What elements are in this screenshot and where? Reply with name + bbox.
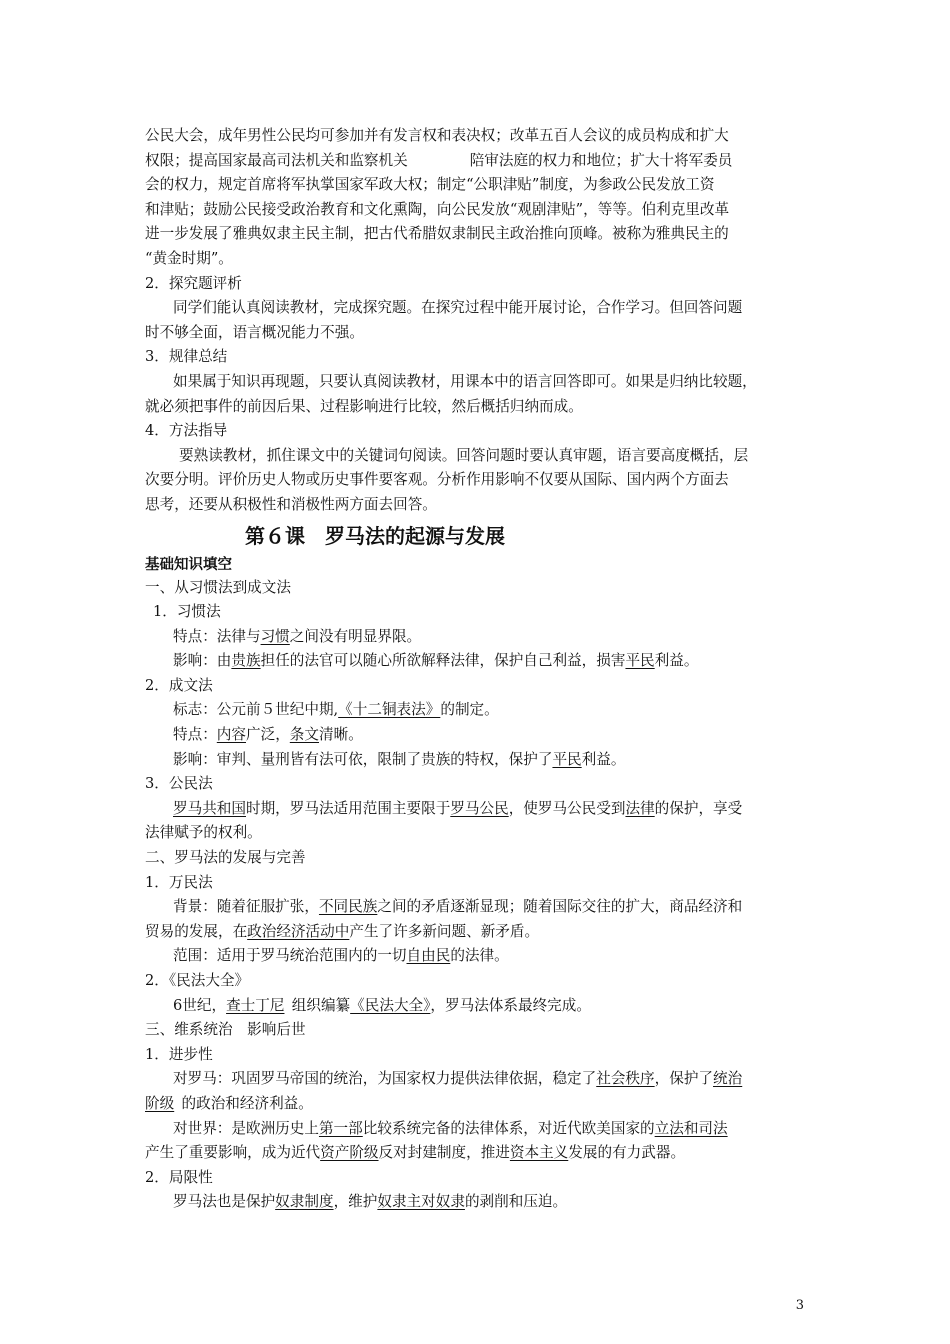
text: 产生了许多新问题、新矛盾。 xyxy=(349,922,540,940)
paragraph-line xyxy=(145,698,815,723)
text: 贸易的发展，在 xyxy=(145,922,248,940)
item-heading: 1．进步性 xyxy=(145,1045,213,1063)
fill-answer: 不同民族 xyxy=(318,898,378,916)
text: 发展的有力武器。 xyxy=(568,1144,686,1162)
text: 的剥削和压迫。 xyxy=(464,1193,568,1211)
text: ，保护了 xyxy=(654,1070,714,1088)
fill-answer: 习惯 xyxy=(260,627,290,645)
text: 利益。 xyxy=(654,652,699,670)
text: 的政治和经济利益。 xyxy=(181,1094,313,1112)
fill-answer: 自由民 xyxy=(406,947,451,965)
fill-answer: 第一部 xyxy=(318,1119,363,1137)
document-body xyxy=(145,124,815,1215)
part-heading: 一、从习惯法到成文法 xyxy=(145,578,291,596)
item-heading: 3．公民法 xyxy=(145,775,213,793)
text: 标志：公元前５世纪中期, xyxy=(173,701,339,719)
paragraph-line xyxy=(145,797,815,822)
item-heading: 2．《民法大全》 xyxy=(145,972,250,989)
paragraph-line xyxy=(145,625,815,650)
paragraph-line: 公民大会，成年男性公民均可参加并有发言权和表决权；改革五百人会议的成员构成和扩大 xyxy=(145,127,729,144)
text: 影响：由 xyxy=(173,652,232,670)
paragraph-line xyxy=(145,895,815,920)
paragraph-line: “黄金时期”。 xyxy=(145,249,233,267)
item-heading: 2．局限性 xyxy=(145,1168,213,1186)
paragraph-line xyxy=(145,1141,815,1166)
fill-answer: 政治经济活动中 xyxy=(247,922,350,940)
paragraph-line: 同学们能认真阅读教材，完成探究题。在探究过程中能开展讨论，合作学习。但回答问题 xyxy=(173,299,743,317)
text: 对世界：是欧洲历史上 xyxy=(173,1119,319,1137)
paragraph-line: 会的权力，规定首席将军执掌国家军政大权；制定“公职津贴”制度，为参政公民发放工资 xyxy=(145,176,715,194)
paragraph-line: 就必须把事件的前因后果、过程影响进行比较，然后概括归纳而成。 xyxy=(145,397,583,415)
fill-answer: 统治 xyxy=(713,1070,743,1088)
section-heading: 2．探究题评析 xyxy=(145,274,242,292)
paragraph-line: 次要分明。评价历史人物或历史事件要客观。分析作用影响不仅要从国际、国内两个方面去 xyxy=(145,471,729,489)
paragraph-line xyxy=(145,944,815,969)
text: 陪审法庭的权力和地位；扩大十将军委员 xyxy=(469,151,733,169)
text: 反对封建制度，推进 xyxy=(378,1144,510,1162)
text: 利益。 xyxy=(581,750,626,768)
paragraph-line xyxy=(145,149,815,174)
section-heading: 3．规律总结 xyxy=(145,348,228,366)
paragraph-line: 如果属于知识再现题，只要认真阅读教材，用课本中的语言回答即可。如果是归纳比较题， xyxy=(173,372,757,390)
paragraph-line xyxy=(145,1117,815,1142)
text: 清晰。 xyxy=(319,726,363,744)
text: ，维护 xyxy=(333,1193,378,1211)
item-heading: 1．习惯法 xyxy=(153,603,221,621)
text: 广泛， xyxy=(246,726,290,744)
paragraph-line xyxy=(145,1067,815,1092)
paragraph-line xyxy=(145,748,815,773)
text: 的制定。 xyxy=(440,701,499,719)
text: ，罗马法体系最终完成。 xyxy=(430,996,591,1014)
fill-answer: 《十二铜表法》 xyxy=(338,701,441,719)
paragraph-line xyxy=(145,649,815,674)
paragraph-line xyxy=(145,920,815,945)
part-heading: 二、罗马法的发展与完善 xyxy=(145,849,306,867)
text: 的保护，享受 xyxy=(654,799,743,817)
text: 影响：审判、量刑皆有法可依，限制了贵族的特权，保护了 xyxy=(173,750,553,768)
text: 罗马法也是保护 xyxy=(173,1193,276,1211)
item-heading: 2．成文法 xyxy=(145,676,213,694)
paragraph-line: 时不够全面，语言概况能力不强。 xyxy=(145,323,364,341)
text: 组织编纂 xyxy=(291,996,351,1014)
text: 的法律。 xyxy=(450,947,509,965)
fill-answer: 立法和司法 xyxy=(654,1119,728,1137)
fill-answer: 《民法大全》 xyxy=(350,996,431,1014)
lesson-title: 第６课 罗马法的起源与发展 xyxy=(245,523,505,548)
fill-answer: 法律 xyxy=(625,799,655,817)
text: 产生了重要影响，成为近代 xyxy=(145,1144,321,1162)
text: 时期，罗马法适用范围主要限于 xyxy=(245,799,451,817)
fill-answer: 条文 xyxy=(289,726,319,744)
text: 对罗马：巩固罗马帝国的统治，为国家权力提供法律依据，稳定了 xyxy=(173,1070,597,1088)
fill-answer: 资产阶级 xyxy=(320,1144,379,1162)
fill-answer: 阶级 xyxy=(145,1094,175,1112)
fill-answer: 罗马公民 xyxy=(450,799,509,817)
text: 特点： xyxy=(173,726,217,744)
text: 特点：法律与 xyxy=(173,627,261,645)
fill-answer: 资本主义 xyxy=(509,1144,569,1162)
paragraph-line: 和津贴；鼓励公民接受政治教育和文化熏陶，向公民发放“观剧津贴”，等等。伯利克里改革 xyxy=(145,200,730,218)
text: ，使罗马公民受到 xyxy=(508,799,626,817)
text: 比较系统完备的法律体系，对近代欧美国家的 xyxy=(362,1119,655,1137)
paragraph-line: 进一步发展了雅典奴隶主民主制，把古代希腊奴隶制民主政治推向顶峰。被称为雅典民主的 xyxy=(145,225,729,243)
subsection-title: 基础知识填空 xyxy=(145,556,232,573)
paragraph-line xyxy=(145,723,815,748)
fill-answer: 奴隶制度 xyxy=(275,1193,334,1211)
paragraph-line xyxy=(145,994,815,1019)
text: 背景：随着征服扩张， xyxy=(173,898,319,916)
text: 之间没有明显界限。 xyxy=(289,627,422,645)
fill-answer: 内容 xyxy=(216,726,246,744)
fill-answer: 奴隶主对奴隶 xyxy=(377,1193,465,1211)
text: 权限；提高国家最高司法机关和监察机关 xyxy=(145,151,408,169)
paragraph-line: 思考，还要从积极性和消极性两方面去回答。 xyxy=(145,495,437,513)
fill-answer: 平民 xyxy=(625,652,655,670)
text: 担任的法官可以随心所欲解释法律，保护自己利益，损害 xyxy=(260,652,626,670)
paragraph-line xyxy=(145,1092,815,1117)
fill-answer: 社会秩序 xyxy=(596,1070,655,1088)
text: 6世纪， xyxy=(173,996,227,1014)
fill-answer: 罗马共和国 xyxy=(173,799,246,817)
fill-answer: 贵族 xyxy=(231,652,261,670)
part-heading: 三、维系统治 影响后世 xyxy=(145,1021,306,1039)
fill-answer: 平民 xyxy=(552,750,582,768)
paragraph-line: 法律赋予的权利。 xyxy=(145,824,262,842)
fill-answer: 查士丁尼 xyxy=(226,996,285,1014)
page-number: 3 xyxy=(795,1298,804,1313)
paragraph-line: 要熟读教材，抓住课文中的关键词句阅读。回答问题时要认真审题，语言要高度概括，层 xyxy=(179,446,749,464)
text: 范围：适用于罗马统治范围内的一切 xyxy=(173,947,407,965)
text: 之间的矛盾逐渐显现；随着国际交往的扩大，商品经济和 xyxy=(377,898,743,916)
item-heading: 1．万民法 xyxy=(145,873,213,891)
paragraph-line xyxy=(145,1190,815,1215)
section-heading: 4．方法指导 xyxy=(145,422,228,440)
